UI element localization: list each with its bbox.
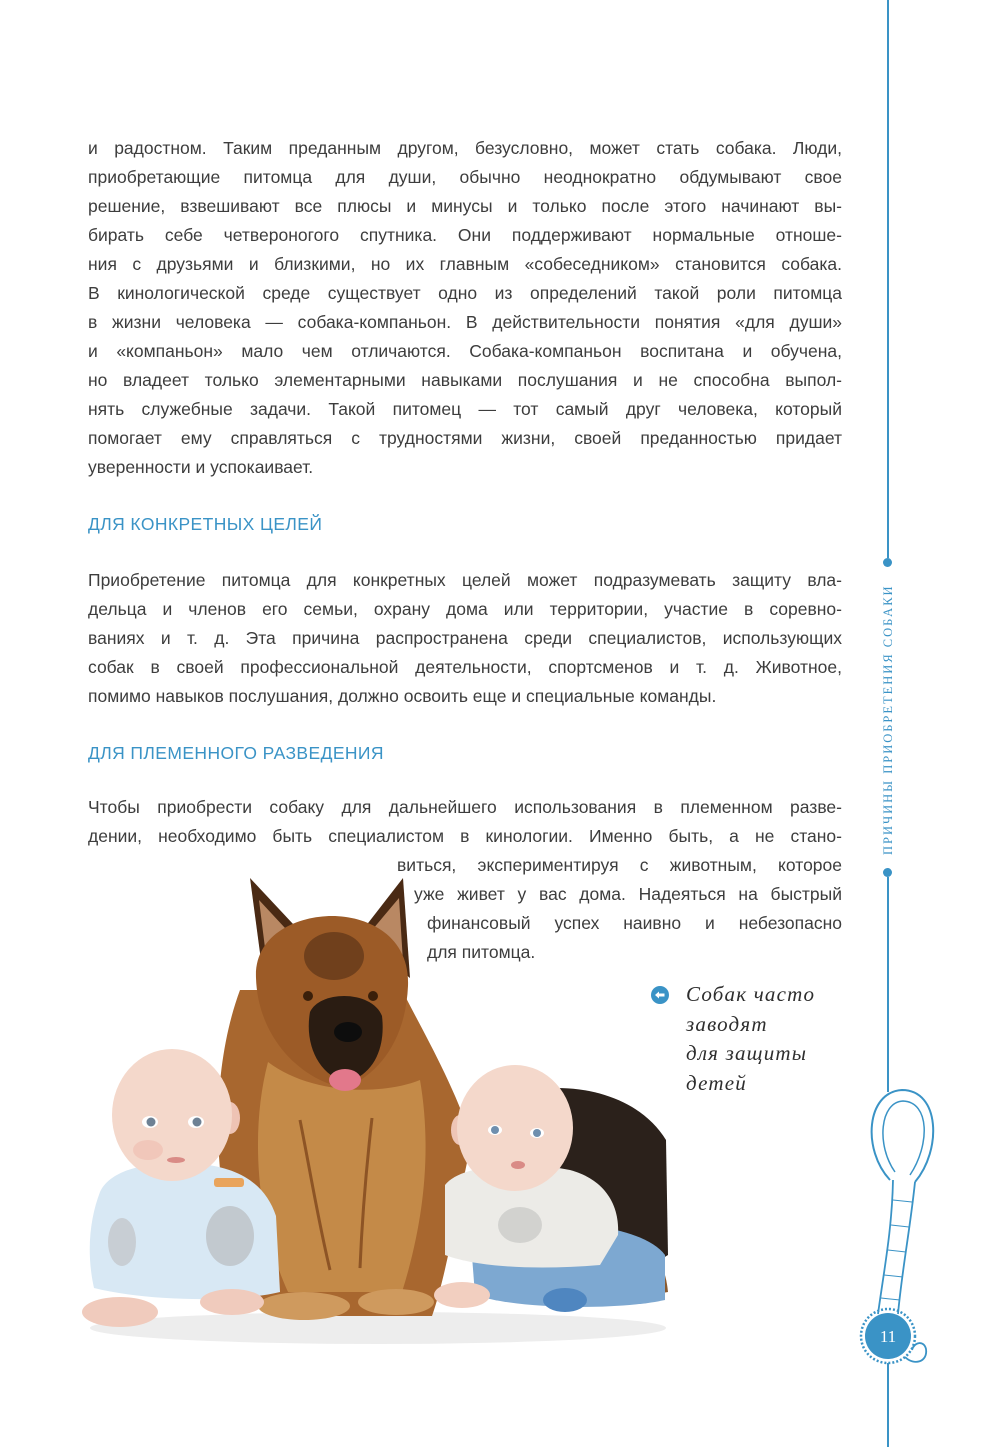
paragraph-line: и радостном. Таким преданным другом, безусловно, может стать собака. Люди, [88, 138, 842, 158]
section-heading-breeding: ДЛЯ ПЛЕМЕННОГО РАЗВЕДЕНИЯ [88, 743, 384, 763]
page-number: 11 [879, 1327, 897, 1346]
baby-right-iris-right [533, 1129, 541, 1137]
paragraph-line: приобретающие питомца для души, обычно неоднократно обдумывают свое [88, 167, 842, 187]
baby-right-sock [543, 1288, 587, 1312]
margin-dot-bottom [883, 868, 892, 877]
paragraph-line: бирать себе четвероногого спутника. Они поддерживают нормальные отноше- [88, 225, 842, 245]
paragraph-line: Приобретение питомца для конкретных целей может подразумевать защиту вла- [88, 570, 842, 590]
paragraph-line: ния с друзьями и близкими, но их главным «собеседником» становится собака. [88, 254, 842, 274]
intro-paragraph [88, 134, 842, 482]
margin-rule-bottom [887, 1363, 889, 1447]
paragraph-line: Чтобы приобрести собаку для дальнейшего использования в племенном разве- [88, 797, 842, 817]
baby-right-mouth [511, 1161, 525, 1169]
paragraph-line: финансовый успех наивно и небезопасно [427, 913, 842, 933]
paragraph-line: В кинологической среде существует одно из определений такой роли питомца [88, 283, 842, 303]
paragraph-line: помимо навыков послушания, должно освоить еще и специальные команды. [88, 686, 717, 706]
leash-strap-left-edge [878, 1180, 893, 1314]
paragraph-line: уже живет у вас дома. Надеяться на быстрый [414, 884, 842, 904]
baby-right-iris-left [491, 1126, 499, 1134]
dog-forehead [304, 932, 364, 980]
dog-tongue [329, 1069, 361, 1091]
baby-left-label [214, 1178, 244, 1187]
arrow-left-circle-icon [651, 986, 669, 1004]
baby-left-iris-right [193, 1118, 202, 1127]
running-title: ПРИЧИНЫ ПРИОБРЕТЕНИЯ СОБАКИ [881, 584, 895, 856]
paragraph-line: решение, взвешивают все плюсы и минусы и только после этого начинают вы- [88, 196, 842, 216]
paragraph-line: нять служебные задачи. Такой питомец — тот самый друг человека, который [88, 399, 842, 419]
section-heading-specific-purposes: ДЛЯ КОНКРЕТНЫХ ЦЕЛЕЙ [88, 514, 323, 534]
paragraph-line: дении, необходимо быть специалистом в кинологии. Именно быть, а не стано- [88, 826, 842, 846]
paragraph-line: но владеет только элементарными навыками послушания и не способна выпол- [88, 370, 842, 390]
leash-handle-loop-inner [883, 1101, 924, 1175]
paragraph-line: уверенности и успокаивает. [88, 457, 314, 477]
photo-caption [686, 980, 815, 1098]
paragraph-line: помогает ему справляться с трудностями жизни, своей преданностью придает [88, 428, 842, 448]
dog-nose [334, 1022, 362, 1042]
caption-line: детей [686, 1070, 747, 1095]
paragraph-line: в жизни человека — собака-компаньон. В действительности понятия «для души» [88, 312, 842, 332]
dog-eye-left [303, 991, 313, 1001]
baby-left-print-small [108, 1218, 136, 1266]
leash-stitches [881, 1200, 912, 1300]
baby-left-cheek [133, 1140, 163, 1160]
photo-dog-with-babies [80, 875, 670, 1345]
paragraph-line: ваниях и т. д. Эта причина распространена среди специалистов, использующих [88, 628, 842, 648]
baby-right-print [498, 1207, 542, 1243]
margin-rule-top [887, 0, 889, 558]
dog-paw-left [258, 1292, 350, 1320]
baby-left-iris-left [147, 1118, 156, 1127]
dog-eye-right [368, 991, 378, 1001]
caption-line: Собак часто [686, 982, 816, 1006]
dog-chest-fur [258, 1062, 426, 1292]
paragraph-line: для питомца. [427, 942, 536, 962]
baby-left-print [206, 1206, 254, 1266]
caption-line: для защиты [686, 1041, 808, 1065]
paragraph-line: дельца и членов его семьи, охрану дома или территории, участие в соревно- [88, 599, 842, 619]
paragraph-line: виться, экспериментируя с животным, которое [397, 855, 842, 875]
section-specific-purposes-text [88, 566, 842, 711]
baby-right-hand [434, 1282, 490, 1308]
baby-left-hand-left [82, 1297, 158, 1327]
baby-left-hand-right [200, 1289, 264, 1315]
paragraph-line: собак в своей профессиональной деятельности, спортсменов и т. д. Животное, [88, 657, 842, 677]
photo-floor-shadow [90, 1312, 666, 1344]
margin-rule-middle [887, 877, 889, 1092]
baby-right-head [457, 1065, 573, 1191]
dog-paw-right [358, 1289, 434, 1315]
paragraph-line: и «компаньон» мало чем отличаются. Собака-компаньон воспитана и обучена, [88, 341, 842, 361]
margin-dot-top [883, 558, 892, 567]
baby-left-mouth [167, 1157, 185, 1163]
leash-illustration [845, 1080, 955, 1370]
caption-line: заводят [686, 1011, 768, 1036]
